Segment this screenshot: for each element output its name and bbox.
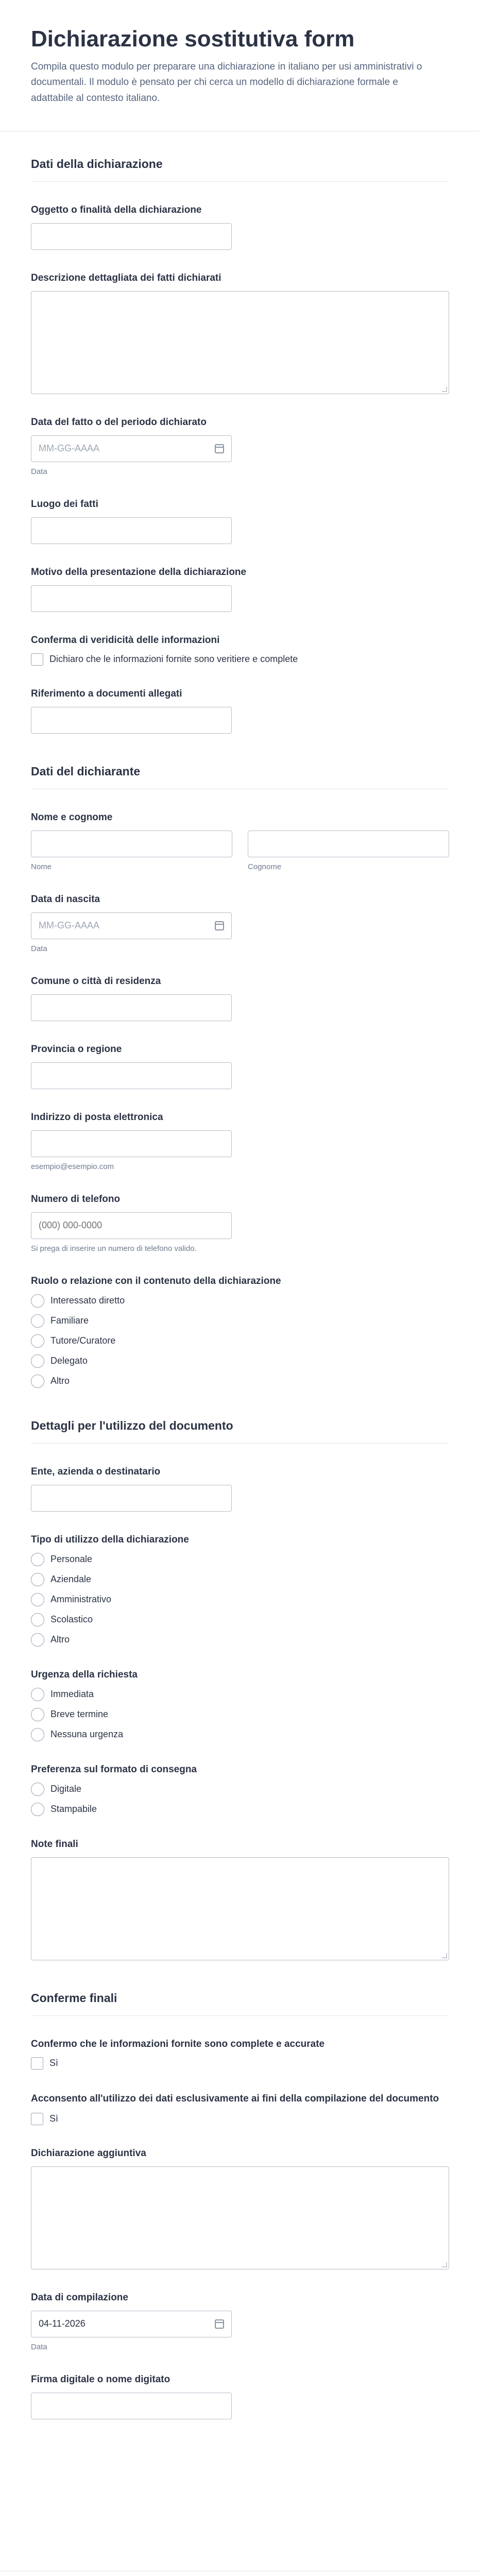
radio-button[interactable] <box>31 1783 44 1796</box>
consenso-label: Acconsento all'utilizzo dei dati esclusivamente ai fini della compilazione del documento <box>31 2093 439 2104</box>
urgenza-label: Urgenza della richiesta <box>31 1669 138 1680</box>
note-textarea[interactable] <box>31 1857 449 1960</box>
aggiuntiva-label: Dichiarazione aggiuntiva <box>31 2147 146 2159</box>
radio-button[interactable] <box>31 1334 44 1348</box>
provincia-input[interactable] <box>31 1062 232 1089</box>
section-dati-dichiarante <box>0 734 479 1388</box>
telefono-input[interactable] <box>31 1212 232 1239</box>
radio-option[interactable] <box>31 1708 448 1721</box>
ente-input[interactable] <box>31 1485 232 1512</box>
motivo-input[interactable] <box>31 585 232 612</box>
consenso-option-label: Sì <box>49 2113 59 2124</box>
ruolo-label: Ruolo o relazione con il contenuto della dichiarazione <box>31 1275 281 1286</box>
radio-label: Altro <box>50 1634 70 1645</box>
radio-button[interactable] <box>31 1633 44 1647</box>
radio-label: Tutore/Curatore <box>50 1335 116 1346</box>
telefono-sublabel: Si prega di inserire un numero di telefono valido. <box>31 1244 197 1253</box>
field-data-compilazione <box>31 2292 448 2351</box>
tipo-radio-group <box>31 1553 448 1647</box>
field-note <box>31 1839 448 1960</box>
field-descrizione <box>31 273 448 394</box>
field-firma <box>31 2374 448 2419</box>
radio-button[interactable] <box>31 1613 44 1626</box>
page-title: Dichiarazione sostitutiva form <box>31 26 355 52</box>
field-urgenza <box>31 1669 448 1741</box>
formato-label: Preferenza sul formato di consegna <box>31 1764 197 1775</box>
calendar-icon[interactable] <box>215 2319 224 2329</box>
nome-input[interactable] <box>31 831 232 857</box>
conferma-checkbox[interactable] <box>31 653 43 666</box>
motivo-label: Motivo della presentazione della dichiarazione <box>31 566 247 578</box>
data-fatto-sublabel: Data <box>31 467 47 476</box>
email-sublabel: esempio@esempio.com <box>31 1162 114 1171</box>
nome-cognome-label: Nome e cognome <box>31 811 113 823</box>
note-label: Note finali <box>31 1838 78 1850</box>
data-compilazione-sublabel: Data <box>31 2342 47 2351</box>
section-dettagli-utilizzo <box>0 1388 479 1960</box>
field-nascita <box>31 894 448 953</box>
ente-label: Ente, azienda o destinatario <box>31 1466 161 1477</box>
field-aggiuntiva <box>31 2148 448 2269</box>
radio-button[interactable] <box>31 1354 44 1368</box>
radio-label: Amministrativo <box>50 1594 112 1605</box>
radio-option[interactable] <box>31 1294 448 1308</box>
descrizione-textarea[interactable] <box>31 291 449 394</box>
data-compilazione-input[interactable] <box>31 2311 232 2337</box>
radio-button[interactable] <box>31 1553 44 1566</box>
name-row <box>31 831 448 871</box>
firma-label: Firma digitale o nome digitato <box>31 2374 170 2385</box>
nome-col <box>31 831 232 871</box>
oggetto-label: Oggetto o finalità della dichiarazione <box>31 204 202 215</box>
field-riferimento <box>31 688 448 734</box>
field-ente <box>31 1466 448 1512</box>
field-consenso <box>31 2092 448 2125</box>
section-title: Dati della dichiarazione <box>31 157 448 182</box>
field-tipo <box>31 1534 448 1647</box>
resize-grip-icon[interactable] <box>442 2262 447 2267</box>
comune-label: Comune o città di residenza <box>31 975 161 987</box>
luogo-label: Luogo dei fatti <box>31 498 98 510</box>
cognome-col <box>248 831 449 871</box>
radio-label: Aziendale <box>50 1574 92 1585</box>
field-ruolo <box>31 1276 448 1388</box>
radio-button[interactable] <box>31 1708 44 1721</box>
field-formato <box>31 1764 448 1816</box>
radio-button[interactable] <box>31 1803 44 1816</box>
complete-label: Confermo che le informazioni fornite sono complete e accurate <box>31 2038 325 2049</box>
section-dati-dichiarazione <box>0 131 479 734</box>
complete-option[interactable] <box>31 2057 448 2070</box>
ruolo-radio-group <box>31 1294 448 1388</box>
field-luogo <box>31 499 448 544</box>
resize-grip-icon[interactable] <box>442 387 447 392</box>
radio-option[interactable] <box>31 1314 448 1328</box>
email-input[interactable] <box>31 1130 232 1157</box>
nome-sublabel: Nome <box>31 862 52 871</box>
radio-label: Scolastico <box>50 1614 93 1625</box>
radio-label: Digitale <box>50 1784 82 1794</box>
radio-label: Familiare <box>50 1315 89 1326</box>
luogo-input[interactable] <box>31 517 232 544</box>
field-motivo <box>31 567 448 612</box>
radio-option[interactable] <box>31 1354 448 1368</box>
conferma-label: Conferma di veridicità delle informazioni <box>31 634 220 646</box>
radio-label: Interessato diretto <box>50 1295 125 1306</box>
consenso-option[interactable] <box>31 2113 448 2125</box>
field-provincia <box>31 1044 448 1089</box>
cognome-sublabel: Cognome <box>248 862 282 871</box>
radio-button[interactable] <box>31 1688 44 1701</box>
nascita-label: Data di nascita <box>31 893 100 905</box>
calendar-icon[interactable] <box>215 444 224 453</box>
radio-label: Personale <box>50 1554 93 1565</box>
oggetto-input[interactable] <box>31 223 232 250</box>
section-conferme-finali <box>0 1960 479 2419</box>
radio-option[interactable] <box>31 1803 448 1816</box>
radio-button[interactable] <box>31 1593 44 1606</box>
radio-option[interactable] <box>31 1553 448 1566</box>
radio-option[interactable] <box>31 1593 448 1606</box>
conferma-option-label: Dichiaro che le informazioni fornite sono veritiere e complete <box>49 654 298 665</box>
descrizione-label: Descrizione dettagliata dei fatti dichiarati <box>31 272 221 283</box>
radio-label: Stampabile <box>50 1804 97 1815</box>
radio-option[interactable] <box>31 1688 448 1701</box>
firma-input[interactable] <box>31 2393 232 2419</box>
radio-option[interactable] <box>31 1613 448 1626</box>
radio-option[interactable] <box>31 1783 448 1796</box>
calendar-icon[interactable] <box>215 921 224 930</box>
radio-button[interactable] <box>31 1573 44 1586</box>
radio-button[interactable] <box>31 1314 44 1328</box>
radio-button[interactable] <box>31 1375 44 1388</box>
riferimento-input[interactable] <box>31 707 232 734</box>
radio-option[interactable] <box>31 1334 448 1348</box>
radio-button[interactable] <box>31 1294 44 1308</box>
radio-label: Nessuna urgenza <box>50 1729 124 1740</box>
radio-option[interactable] <box>31 1633 448 1647</box>
field-comune <box>31 976 448 1021</box>
nascita-input[interactable] <box>31 912 232 939</box>
section-title: Conferme finali <box>31 1991 448 2016</box>
complete-checkbox[interactable] <box>31 2057 43 2070</box>
field-nome-cognome <box>31 812 448 871</box>
section-title: Dati del dichiarante <box>31 765 448 789</box>
radio-label: Delegato <box>50 1355 88 1366</box>
provincia-label: Provincia o regione <box>31 1043 122 1055</box>
urgenza-radio-group <box>31 1688 448 1741</box>
data-compilazione-value: 04-11-2026 <box>39 2318 85 2329</box>
field-telefono <box>31 1194 448 1253</box>
email-label: Indirizzo di posta elettronica <box>31 1111 163 1123</box>
field-oggetto <box>31 205 448 250</box>
form-header <box>0 0 479 131</box>
data-fatto-label: Data del fatto o del periodo dichiarato <box>31 416 207 428</box>
radio-option[interactable] <box>31 1573 448 1586</box>
radio-button[interactable] <box>31 1728 44 1741</box>
radio-label: Immediata <box>50 1689 94 1700</box>
complete-option-label: Sì <box>49 2058 59 2069</box>
nascita-placeholder: MM-GG-AAAA <box>39 920 100 931</box>
form-description: Compila questo modulo per preparare una dichiarazione in italiano per usi amministrativi o documentali. Il modulo è pensato per chi cerca un modello di dichiarazione formale e adattabile al contesto italiano. <box>31 61 422 104</box>
riferimento-label: Riferimento a documenti allegati <box>31 688 182 699</box>
radio-label: Altro <box>50 1376 70 1386</box>
radio-option[interactable] <box>31 1728 448 1741</box>
data-compilazione-label: Data di compilazione <box>31 2292 128 2303</box>
radio-label: Breve termine <box>50 1709 109 1720</box>
formato-radio-group <box>31 1783 448 1816</box>
radio-option[interactable] <box>31 1375 448 1388</box>
section-title: Dettagli per l'utilizzo del documento <box>31 1419 448 1444</box>
consenso-checkbox[interactable] <box>31 2113 43 2125</box>
tipo-label: Tipo di utilizzo della dichiarazione <box>31 1534 189 1545</box>
resize-grip-icon[interactable] <box>442 1953 447 1958</box>
field-conferma <box>31 635 448 666</box>
form-footer <box>0 2571 479 2576</box>
telefono-label: Numero di telefono <box>31 1193 121 1205</box>
field-data-fatto <box>31 417 448 476</box>
conferma-option[interactable] <box>31 653 448 666</box>
comune-input[interactable] <box>31 994 232 1021</box>
data-fatto-input[interactable] <box>31 435 232 462</box>
data-fatto-placeholder: MM-GG-AAAA <box>39 443 100 454</box>
nascita-sublabel: Data <box>31 944 47 953</box>
field-email <box>31 1112 448 1171</box>
field-complete <box>31 2039 448 2070</box>
aggiuntiva-textarea[interactable] <box>31 2166 449 2269</box>
cognome-input[interactable] <box>248 831 449 857</box>
